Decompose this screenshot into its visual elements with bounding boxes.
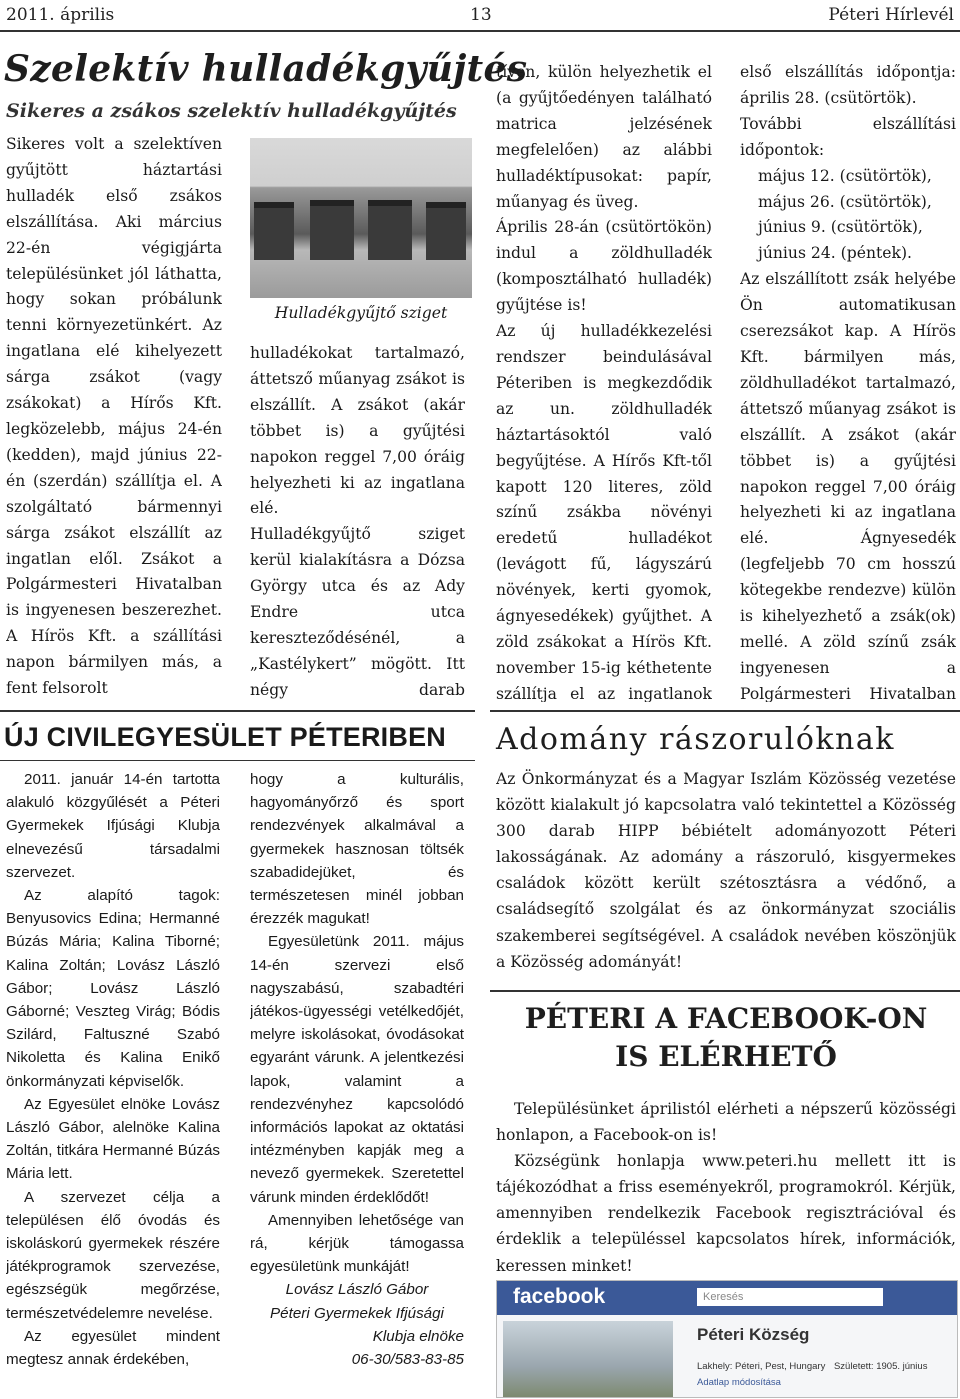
bin-shape (310, 200, 354, 260)
edit-profile-link[interactable]: Adatlap módosítása (697, 1377, 781, 1388)
waste-column-2 (250, 341, 465, 701)
facebook-logo: facebook (513, 1285, 606, 1308)
bin-shape (368, 200, 412, 260)
bin-shape (254, 202, 294, 260)
waste-paragraph: tíven, külön helyezhetik el (a gyűjtőedényen található matrica jelzésének megfelelően) az alábbi hulladéktípusokat: papír, műanyag és üveg. (496, 63, 712, 211)
waste-bins-photo (250, 138, 472, 298)
civil-paragraph: Amennyiben lehetősége van rá, kérjük támogassa egyesületünk munkáját! (250, 1211, 464, 1276)
section-rule (490, 710, 960, 712)
signature-org: Péteri Gyermekek Ifjúsági (270, 1304, 444, 1322)
civil-paragraph: hogy a kulturális, hagyományőrző és sport rendezvények alkalmával a gyermekek hasznosan töltsék szabadidejüket, és természetesen minél jobban érezzék magukat! (250, 771, 464, 928)
signature-role: Klubja elnöke (372, 1327, 464, 1345)
civil-title: ÚJ CIVILEGYESÜLET PÉTERIBEN (4, 722, 446, 752)
waste-paragraph: Sikeres volt a szelektíven gyűjtött háztartási hulladék első zsákos elszállítása. Aki március 22-én végigjárta településünket jól láthatta, hogy sokan próbálunk tenni környezetünkért. Az ingatlana elé kihelyezett sárga zsákot (vagy zsákokat) a Hírős Kft. legközelebb, május 24-én (kedden), majd június 22-én (szerdán) szállítja el. A szolgáltató bármennyi sárga zsákot elszállít az ingatlan elől. Zsákot a Polgármesteri Hivatalban is ingyenesen beszerezhet. A Hírös Kft. a szállítási napon bármilyen más, a fent felsorolt (6, 135, 222, 698)
waste-column-1 (6, 132, 222, 702)
facebook-title (496, 1000, 956, 1076)
facebook-search-input[interactable]: Keresés (697, 1288, 883, 1306)
facebook-page-name[interactable]: Péteri Község (697, 1325, 810, 1344)
waste-paragraph: Az új hulladékkezelési rendszer beindulásával Péteriben is megkezdődik az un. zöldhulladék háztartásoktól való begyűjtése. A Hírős Kft-től kapott 120 literes, zöld színű zsákba növényi eredetű hulladékot (levágott fű, lágyszárú növények, kerti gyomok, ágnyesedékek) gyűjthet. A zöld zsákokat a Hírös Kft. november 15-ig kéthetente szállítja el az ingatlanok (496, 322, 712, 702)
civil-column-2 (250, 768, 464, 1398)
bin-shape (426, 202, 466, 260)
waste-paragraph: Április 28-án (csütörtökön) indul a zöldhulladék (komposztálható hulladék) gyűjtése is! (496, 218, 712, 315)
waste-paragraph: Hulladékgyűjtő sziget kerül kialakításra a Dózsa György utca és az Ady Endre utca kereszteződésénél, a „Kastélykert” mögött. Itt négy darab (250, 525, 465, 699)
photo-caption: Hulladékgyűjtő sziget (274, 304, 448, 322)
civil-paragraph: Az Egyesület elnöke Lovász László Gábor, alelnöke Kalina Zoltán, titkára Hermanné Búzás Mária lett. (6, 1095, 220, 1183)
facebook-text (496, 1096, 956, 1276)
signature-name: Lovász László Gábor (285, 1281, 429, 1299)
facebook-title-line: IS ELÉRHETŐ (615, 1040, 837, 1073)
civil-paragraph: Az alapító tagok: Benyusovics Edina; Hermanné Búzás Mária; Kalina Tiborné; Kalina Zoltán; Lovász László Gábor; Lovász László Gáborné; Veszteg Virág; Bódis Szilárd, Faltuszné Szabó Nikoletta és Kalina Enikő önkormányzati képviselők. (6, 887, 220, 1090)
page-header (0, 0, 960, 30)
facebook-paragraph: Községünk honlapja www.peteri.hu mellett itt is tájékozódhat a friss eseményekről, programokról. Kérjük, amennyiben rendelkezik Facebook regisztrációval és érdeklik a településsel kapcsolatos hírek, információk, keressen minket! (496, 1152, 956, 1275)
facebook-page-info (697, 1361, 952, 1372)
civil-paragraph: A szervezet célja a településen élő óvodás és iskoláskorú gyermekek részére játékprogramok szervezése, egészségük megőrzése, természetvédelemre nevelése. (6, 1188, 220, 1322)
civil-title-rule (0, 760, 475, 761)
donation-text (496, 766, 956, 986)
civil-paragraph: Egyesületünk 2011. május 14-én szervezi első nagyszabású, szabadtéri játékos-ügyességi vetélkedőjét, melyre iskolásokat, óvodásokat egyaránt várunk. A jelentkezési lapok, valamint a rendezvényhez kapcsolódó információs lapokat az oktatási intézményben kapják meg a nevező gyermekek. Szeretettel várunk minden érdeklődőt! (250, 933, 464, 1206)
page-number: 13 (470, 5, 492, 25)
birth-info: Született: 1905. június (833, 1361, 928, 1372)
donation-title: Adomány rászorulóknak (496, 722, 895, 757)
waste-paragraph: További elszállítási időpontok: (740, 114, 956, 159)
waste-column-4 (740, 60, 956, 702)
facebook-paragraph: Településünket áprilistól elérheti a népszerű közösségi honlapon, a Facebook-on is! (496, 1100, 956, 1145)
civil-paragraph: Az egyesület mindent megtesz annak érdekében, (6, 1327, 220, 1369)
issue-date: 2011. április (6, 5, 115, 25)
waste-paragraph: hulladékokat tartalmazó, áttetsző műanyag zsákot is elszállít. A zsákot (akár többet is) a gyűjtési napokon reggel 7,00 óráig helyezheti ki az ingatlana elé. (250, 344, 465, 518)
signature-phone: 06-30/583-83-85 (351, 1351, 464, 1369)
date-item: május 26. (csütörtök), (758, 192, 932, 211)
civil-column-1 (6, 768, 220, 1398)
newspaper-name: Péteri Hírlevél (828, 5, 954, 25)
facebook-title-line: PÉTERI A FACEBOOK-ON (524, 1002, 928, 1035)
date-item: május 12. (csütörtök), (758, 166, 932, 185)
date-item: június 24. (péntek). (758, 244, 912, 263)
facebook-top-bar (497, 1281, 957, 1315)
profile-photo (503, 1321, 673, 1397)
waste-subtitle: Sikeres a zsákos szelektív hulladékgyűjtés (6, 100, 457, 122)
header-rule (0, 30, 960, 32)
date-item: június 9. (csütörtök), (758, 218, 923, 237)
waste-title: Szelektív hulladékgyűjtés (4, 48, 528, 90)
section-rule (490, 990, 960, 992)
facebook-screenshot (496, 1280, 958, 1398)
section-rule (0, 710, 475, 712)
waste-paragraph: első elszállítás időpontja: április 28. (csütörtök). (740, 63, 956, 107)
donation-paragraph: Az Önkormányzat és a Magyar Iszlám Közösség vezetése között kialakult jó kapcsolatra való tekintettel a Közösség 300 darab HIPP bébiételt adományozott Péteri lakosságának. Az adomány a rászoruló, kisgyermekes családok között került szétosztásra a védőnő, a családsegítő szolgálat és az önkormányzat szociális szakemberei segítségével. A családok nevében köszönjük a Közösség adományát! (496, 770, 956, 971)
location-info: Lakhely: Péteri, Pest, Hungary (697, 1361, 826, 1372)
waste-column-3 (496, 60, 712, 702)
civil-paragraph: 2011. január 14-én tartotta alakuló közgyűlését a Péteri Gyermekek Ifjúsági Klubja elnevezésű társadalmi szervezet. (6, 771, 220, 881)
waste-paragraph: Az elszállított zsák helyébe Ön automatikusan cserezsákot kap. A Hírös Kft. bármilyen más, zöldhulladékot tartalmazó, áttetsző műanyag zsákot is elszállít. A zsákot (akár többet is) a gyűjtési napokon reggel 7,00 óráig helyezheti ki az ingatlana elé. Ágnyesedék (legfeljebb 70 cm hosszú kötegekbe rendezve) külön is kihelyezhető a zsák(ok) mellé. A zöld színű zsák ingyenesen a Polgármesteri Hivatalban (740, 270, 956, 702)
